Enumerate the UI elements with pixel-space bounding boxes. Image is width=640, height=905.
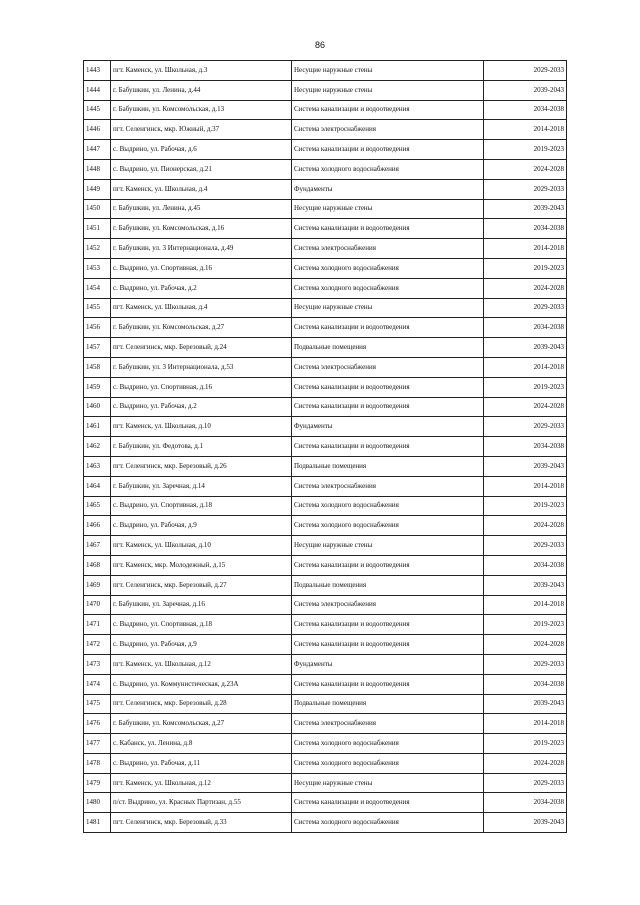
address-cell: пгт. Каменск, ул. Школьная, д.3 (111, 61, 292, 81)
work-type-cell: Несущие наружные стены (292, 199, 484, 219)
work-type-cell: Несущие наружные стены (292, 773, 484, 793)
row-number-cell: 1446 (84, 120, 111, 140)
work-type-cell: Фундаменты (292, 654, 484, 674)
table-row (84, 694, 567, 714)
period-cell: 2024-2028 (484, 753, 567, 773)
table-row (84, 298, 567, 318)
row-number-cell: 1448 (84, 159, 111, 179)
address-cell: с. Выдрино, ул. Спортивная, д.18 (111, 615, 292, 635)
work-type-cell: Система канализации и водоотведения (292, 555, 484, 575)
row-number-cell: 1458 (84, 357, 111, 377)
period-cell: 2029-2033 (484, 773, 567, 793)
address-cell: г. Бабушкин, ул. Комсомольская, д.27 (111, 714, 292, 734)
work-type-cell: Система канализации и водоотведения (292, 615, 484, 635)
row-number-cell: 1472 (84, 635, 111, 655)
work-type-cell: Система холодного водоснабжения (292, 258, 484, 278)
row-number-cell: 1457 (84, 338, 111, 358)
work-type-cell: Система холодного водоснабжения (292, 734, 484, 754)
work-type-cell: Фундаменты (292, 417, 484, 437)
table-row (84, 496, 567, 516)
table-row (84, 476, 567, 496)
table-row (84, 258, 567, 278)
address-cell: пгт. Каменск, мкр. Молодежный, д.15 (111, 555, 292, 575)
period-cell: 2039-2043 (484, 813, 567, 833)
address-cell: г. Бабушкин, ул. Комсомольская, д.16 (111, 219, 292, 239)
address-cell: г. Бабушкин, ул. 3 Интернационала, д.49 (111, 239, 292, 259)
period-cell: 2014-2018 (484, 120, 567, 140)
period-cell: 2024-2028 (484, 397, 567, 417)
address-cell: с. Выдрино, ул. Рабочая, д.9 (111, 516, 292, 536)
table-row (84, 278, 567, 298)
row-number-cell: 1455 (84, 298, 111, 318)
row-number-cell: 1468 (84, 555, 111, 575)
work-type-cell: Система электроснабжения (292, 120, 484, 140)
table-row (84, 219, 567, 239)
period-cell: 2029-2033 (484, 654, 567, 674)
period-cell: 2029-2033 (484, 298, 567, 318)
row-number-cell: 1445 (84, 100, 111, 120)
address-cell: с. Выдрино, ул. Спортивная, д.16 (111, 258, 292, 278)
row-number-cell: 1464 (84, 476, 111, 496)
work-type-cell: Система холодного водоснабжения (292, 516, 484, 536)
period-cell: 2034-2038 (484, 793, 567, 813)
address-cell: пгт. Селенгинск, мкр. Березовый, д.24 (111, 338, 292, 358)
address-cell: с. Выдрино, ул. Спортивная, д.16 (111, 377, 292, 397)
period-cell: 2024-2028 (484, 278, 567, 298)
address-cell: пгт. Каменск, ул. Школьная, д.10 (111, 536, 292, 556)
work-type-cell: Подвальные помещения (292, 338, 484, 358)
table-row (84, 377, 567, 397)
period-cell: 2034-2038 (484, 219, 567, 239)
work-type-cell: Подвальные помещения (292, 694, 484, 714)
period-cell: 2014-2018 (484, 714, 567, 734)
table-row (84, 80, 567, 100)
table-row (84, 437, 567, 457)
address-cell: п/ст. Выдрино, ул. Красных Партизан, д.55 (111, 793, 292, 813)
period-cell: 2024-2028 (484, 635, 567, 655)
address-cell: пгт. Каменск, ул. Школьная, д.4 (111, 298, 292, 318)
row-number-cell: 1477 (84, 734, 111, 754)
address-cell: пгт. Каменск, ул. Школьная, д.12 (111, 654, 292, 674)
address-cell: г. Бабушкин, ул. Федотова, д.1 (111, 437, 292, 457)
work-type-cell: Система холодного водоснабжения (292, 496, 484, 516)
table-row (84, 654, 567, 674)
work-type-cell: Система канализации и водоотведения (292, 100, 484, 120)
row-number-cell: 1449 (84, 179, 111, 199)
work-type-cell: Система холодного водоснабжения (292, 278, 484, 298)
row-number-cell: 1453 (84, 258, 111, 278)
period-cell: 2039-2043 (484, 80, 567, 100)
row-number-cell: 1452 (84, 239, 111, 259)
period-cell: 2039-2043 (484, 575, 567, 595)
work-type-cell: Несущие наружные стены (292, 298, 484, 318)
table-body (84, 61, 567, 833)
work-type-cell: Несущие наружные стены (292, 80, 484, 100)
row-number-cell: 1473 (84, 654, 111, 674)
table-row (84, 615, 567, 635)
table-row (84, 239, 567, 259)
row-number-cell: 1454 (84, 278, 111, 298)
row-number-cell: 1459 (84, 377, 111, 397)
table-row (84, 595, 567, 615)
period-cell: 2039-2043 (484, 199, 567, 219)
period-cell: 2029-2033 (484, 536, 567, 556)
address-cell: с. Выдрино, ул. Рабочая, д.9 (111, 635, 292, 655)
table-row (84, 199, 567, 219)
table-row (84, 140, 567, 160)
period-cell: 2039-2043 (484, 338, 567, 358)
work-type-cell: Система канализации и водоотведения (292, 318, 484, 338)
period-cell: 2019-2023 (484, 258, 567, 278)
address-cell: г. Бабушкин, ул. Заречная, д.16 (111, 595, 292, 615)
period-cell: 2034-2038 (484, 555, 567, 575)
work-type-cell: Система электроснабжения (292, 595, 484, 615)
address-cell: с. Выдрино, ул. Рабочая, д.2 (111, 397, 292, 417)
address-cell: с. Выдрино, ул. Коммунистическая, д.23А (111, 674, 292, 694)
row-number-cell: 1450 (84, 199, 111, 219)
row-number-cell: 1476 (84, 714, 111, 734)
address-cell: пгт. Каменск, ул. Школьная, д.10 (111, 417, 292, 437)
period-cell: 2034-2038 (484, 318, 567, 338)
period-cell: 2024-2028 (484, 516, 567, 536)
period-cell: 2039-2043 (484, 694, 567, 714)
row-number-cell: 1461 (84, 417, 111, 437)
row-number-cell: 1479 (84, 773, 111, 793)
table-row (84, 773, 567, 793)
work-type-cell: Система канализации и водоотведения (292, 635, 484, 655)
address-cell: пгт. Селенгинск, мкр. Березовый, д.33 (111, 813, 292, 833)
address-cell: с. Кабанск, ул. Ленина, д.8 (111, 734, 292, 754)
table-row (84, 793, 567, 813)
table-row (84, 100, 567, 120)
work-type-cell: Система канализации и водоотведения (292, 219, 484, 239)
period-cell: 2019-2023 (484, 496, 567, 516)
row-number-cell: 1470 (84, 595, 111, 615)
period-cell: 2029-2033 (484, 179, 567, 199)
table-row (84, 536, 567, 556)
table-row (84, 813, 567, 833)
table-row (84, 575, 567, 595)
table-row (84, 159, 567, 179)
work-type-cell: Система электроснабжения (292, 714, 484, 734)
row-number-cell: 1467 (84, 536, 111, 556)
period-cell: 2024-2028 (484, 159, 567, 179)
work-type-cell: Система электроснабжения (292, 239, 484, 259)
row-number-cell: 1444 (84, 80, 111, 100)
table-row (84, 318, 567, 338)
row-number-cell: 1462 (84, 437, 111, 457)
period-cell: 2019-2023 (484, 377, 567, 397)
period-cell: 2014-2018 (484, 239, 567, 259)
table-row (84, 555, 567, 575)
row-number-cell: 1480 (84, 793, 111, 813)
period-cell: 2034-2038 (484, 437, 567, 457)
work-type-cell: Система канализации и водоотведения (292, 437, 484, 457)
row-number-cell: 1447 (84, 140, 111, 160)
work-type-cell: Несущие наружные стены (292, 536, 484, 556)
row-number-cell: 1451 (84, 219, 111, 239)
row-number-cell: 1443 (84, 61, 111, 81)
row-number-cell: 1465 (84, 496, 111, 516)
work-type-cell: Система канализации и водоотведения (292, 377, 484, 397)
table-row (84, 357, 567, 377)
period-cell: 2019-2023 (484, 140, 567, 160)
address-cell: г. Бабушкин, ул. Комсомольская, д.13 (111, 100, 292, 120)
row-number-cell: 1471 (84, 615, 111, 635)
address-cell: с. Выдрино, ул. Пионерская, д.21 (111, 159, 292, 179)
row-number-cell: 1466 (84, 516, 111, 536)
address-cell: пгт. Селенгинск, мкр. Березовый, д.28 (111, 694, 292, 714)
work-type-cell: Фундаменты (292, 179, 484, 199)
row-number-cell: 1463 (84, 456, 111, 476)
address-cell: с. Выдрино, ул. Спортивная, д.18 (111, 496, 292, 516)
address-cell: с. Выдрино, ул. Рабочая, д.11 (111, 753, 292, 773)
period-cell: 2029-2033 (484, 61, 567, 81)
table-row (84, 456, 567, 476)
table-row (84, 714, 567, 734)
period-cell: 2014-2018 (484, 476, 567, 496)
address-cell: г. Бабушкин, ул. Комсомольская, д.27 (111, 318, 292, 338)
address-cell: пгт. Каменск, ул. Школьная, д.4 (111, 179, 292, 199)
page-number: 86 (314, 40, 325, 50)
period-cell: 2039-2043 (484, 456, 567, 476)
row-number-cell: 1469 (84, 575, 111, 595)
work-type-cell: Система холодного водоснабжения (292, 753, 484, 773)
work-type-cell: Подвальные помещения (292, 456, 484, 476)
address-cell: пгт. Каменск, ул. Школьная, д.12 (111, 773, 292, 793)
table-row (84, 179, 567, 199)
work-type-cell: Система электроснабжения (292, 357, 484, 377)
period-cell: 2034-2038 (484, 674, 567, 694)
row-number-cell: 1481 (84, 813, 111, 833)
period-cell: 2014-2018 (484, 595, 567, 615)
table-row (84, 397, 567, 417)
row-number-cell: 1478 (84, 753, 111, 773)
work-type-cell: Несущие наружные стены (292, 61, 484, 81)
table-row (84, 674, 567, 694)
table-row (84, 635, 567, 655)
row-number-cell: 1456 (84, 318, 111, 338)
work-type-cell: Система холодного водоснабжения (292, 159, 484, 179)
work-type-cell: Система канализации и водоотведения (292, 674, 484, 694)
address-cell: пгт. Селенгинск, мкр. Березовый, д.27 (111, 575, 292, 595)
address-cell: г. Бабушкин, ул. Ленина, д.44 (111, 80, 292, 100)
address-cell: пгт. Селенгинск, мкр. Южный, д.37 (111, 120, 292, 140)
address-cell: г. Бабушкин, ул. 3 Интернационала, д.53 (111, 357, 292, 377)
work-type-cell: Система канализации и водоотведения (292, 397, 484, 417)
work-type-cell: Система канализации и водоотведения (292, 793, 484, 813)
address-cell: г. Бабушкин, ул. Ленина, д.45 (111, 199, 292, 219)
period-cell: 2014-2018 (484, 357, 567, 377)
table-row (84, 516, 567, 536)
address-cell: с. Выдрино, ул. Рабочая, д.2 (111, 278, 292, 298)
period-cell: 2019-2023 (484, 615, 567, 635)
work-type-cell: Система холодного водоснабжения (292, 813, 484, 833)
repair-schedule-table (83, 60, 567, 833)
work-type-cell: Подвальные помещения (292, 575, 484, 595)
period-cell: 2034-2038 (484, 100, 567, 120)
address-cell: пгт. Селенгинск, мкр. Березовый, д.26 (111, 456, 292, 476)
address-cell: г. Бабушкин, ул. Заречная, д.14 (111, 476, 292, 496)
period-cell: 2019-2023 (484, 734, 567, 754)
row-number-cell: 1475 (84, 694, 111, 714)
period-cell: 2029-2033 (484, 417, 567, 437)
address-cell: с. Выдрино, ул. Рабочая, д.6 (111, 140, 292, 160)
work-type-cell: Система канализации и водоотведения (292, 140, 484, 160)
table-row (84, 120, 567, 140)
row-number-cell: 1460 (84, 397, 111, 417)
work-type-cell: Система электроснабжения (292, 476, 484, 496)
table-row (84, 417, 567, 437)
table-row (84, 61, 567, 81)
table-row (84, 734, 567, 754)
table-row (84, 338, 567, 358)
table-row (84, 753, 567, 773)
row-number-cell: 1474 (84, 674, 111, 694)
